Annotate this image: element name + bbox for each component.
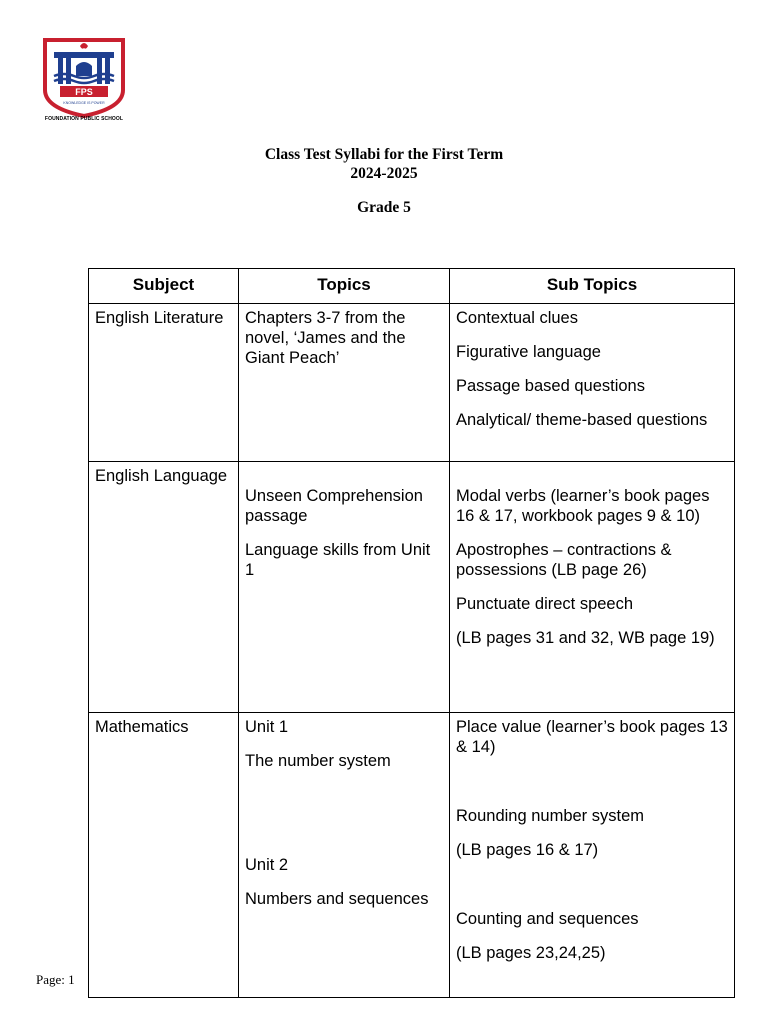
- table-row: [89, 713, 735, 998]
- subject-text: English Language: [95, 467, 228, 485]
- grade-label: Grade 5: [357, 199, 411, 216]
- header-subject: Subject: [89, 269, 239, 304]
- school-name: FOUNDATION PUBLIC SCHOOL: [44, 116, 124, 122]
- subtopic-text: Place value (learner’s book pages 13 & 14): [456, 718, 728, 756]
- topic-text: Language skills from Unit 1: [245, 541, 431, 579]
- subtopics-cell: [450, 713, 735, 998]
- subject-cell: [89, 713, 239, 998]
- subtopic-text: (LB pages 31 and 32, WB page 19): [456, 629, 715, 647]
- subtopics-cell: [450, 304, 735, 462]
- subtopic-text: Analytical/ theme-based questions: [456, 411, 708, 429]
- subtopic-text: (LB pages 23,24,25): [456, 944, 606, 962]
- topic-text: Unseen Comprehension passage: [245, 487, 423, 525]
- subtopic-text: Rounding number system: [456, 807, 645, 825]
- header-topics: Topics: [239, 269, 450, 304]
- academic-year: 2024-2025: [350, 165, 418, 182]
- subtopic-text: (LB pages 16 & 17): [456, 841, 599, 859]
- subtopic-text: Punctuate direct speech: [456, 595, 634, 613]
- header-subtopics: Sub Topics: [450, 269, 735, 304]
- logo-initials: FPS: [75, 87, 93, 97]
- subtopic-text: Counting and sequences: [456, 910, 639, 928]
- subject-text: English Literature: [95, 309, 224, 327]
- topics-cell: [239, 713, 450, 998]
- subject-text: Mathematics: [95, 718, 189, 736]
- subtopic-text: Modal verbs (learner’s book pages 16 & 17, workbook pages 9 & 10): [456, 487, 710, 525]
- topic-text: The number system: [245, 752, 391, 770]
- table-row: [89, 462, 735, 713]
- subtopic-text: Apostrophes – contractions & possessions (LB page 26): [456, 541, 672, 579]
- subtopic-text: Passage based questions: [456, 377, 645, 395]
- topics-cell: [239, 462, 450, 713]
- table-header-row: [89, 269, 735, 304]
- topic-text: Numbers and sequences: [245, 890, 429, 908]
- topic-text: Unit 1: [245, 718, 289, 736]
- document-title: Class Test Syllabi for the First Term: [264, 146, 504, 163]
- topic-text: Unit 2: [245, 856, 289, 874]
- subject-cell: [89, 462, 239, 713]
- logo-motto: KNOWLEDGE IS POWER: [63, 101, 105, 105]
- syllabus-table: [88, 268, 735, 998]
- page-number: Page: 1: [36, 972, 75, 987]
- subject-cell: [89, 304, 239, 462]
- table-row: [89, 304, 735, 462]
- topic-text: Chapters 3-7 from the novel, ‘James and the Giant Peach’: [245, 309, 406, 367]
- subtopic-text: Figurative language: [456, 343, 601, 361]
- school-logo: [40, 36, 128, 126]
- topics-cell: [239, 304, 450, 462]
- subtopic-text: Contextual clues: [456, 309, 578, 327]
- subtopics-cell: [450, 462, 735, 713]
